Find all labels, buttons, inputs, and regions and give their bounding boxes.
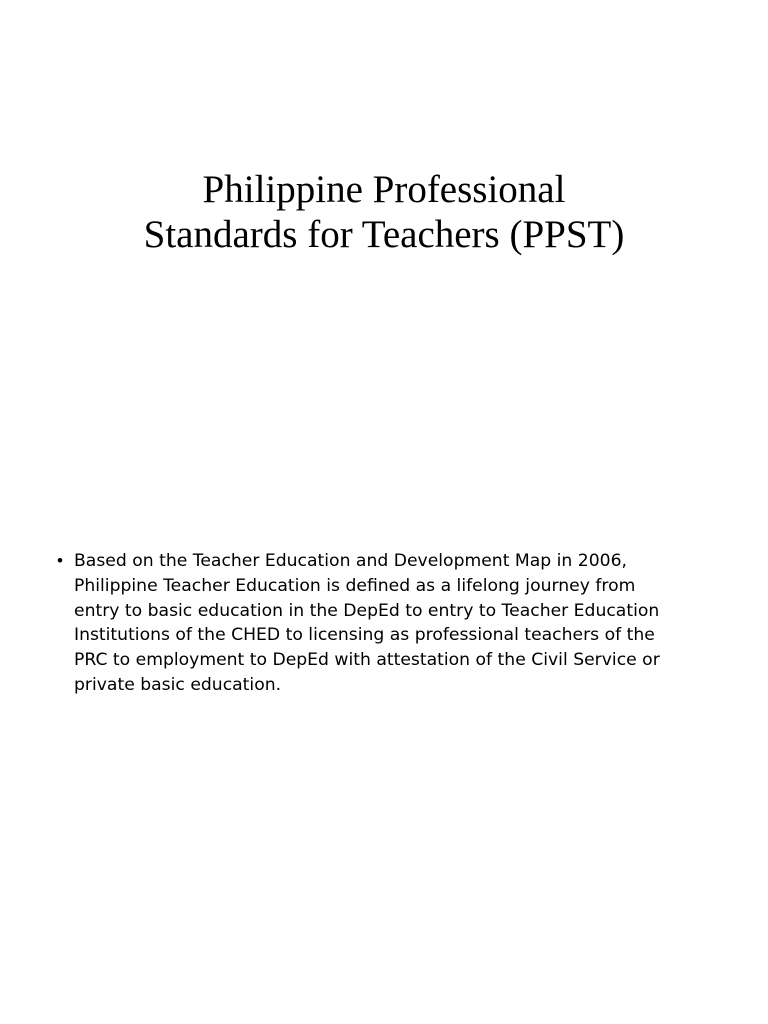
bullet-text-line: private basic education. [74,674,282,695]
slide-title [40,167,728,257]
bullet-marker: • [57,551,63,570]
bullet-list [57,549,737,698]
bullet-text-line: Philippine Teacher Education is defined as a lifelong journey from [74,575,636,596]
bullet-text-line: PRC to employment to DepEd with attestation of the Civil Service or [74,650,660,671]
bullet-text-line: Based on the Teacher Education and Development Map in 2006, [74,551,627,571]
slide-title-line-2: Standards for Teachers (PPST) [143,213,625,256]
slide-title-line-1: Philippine Professional [202,168,566,211]
bullet-text-line: Institutions of the CHED to licensing as professional teachers of the [74,625,655,646]
bullet-item [57,549,737,698]
bullet-text-line: entry to basic education in the DepEd to entry to Teacher Education [74,600,660,621]
